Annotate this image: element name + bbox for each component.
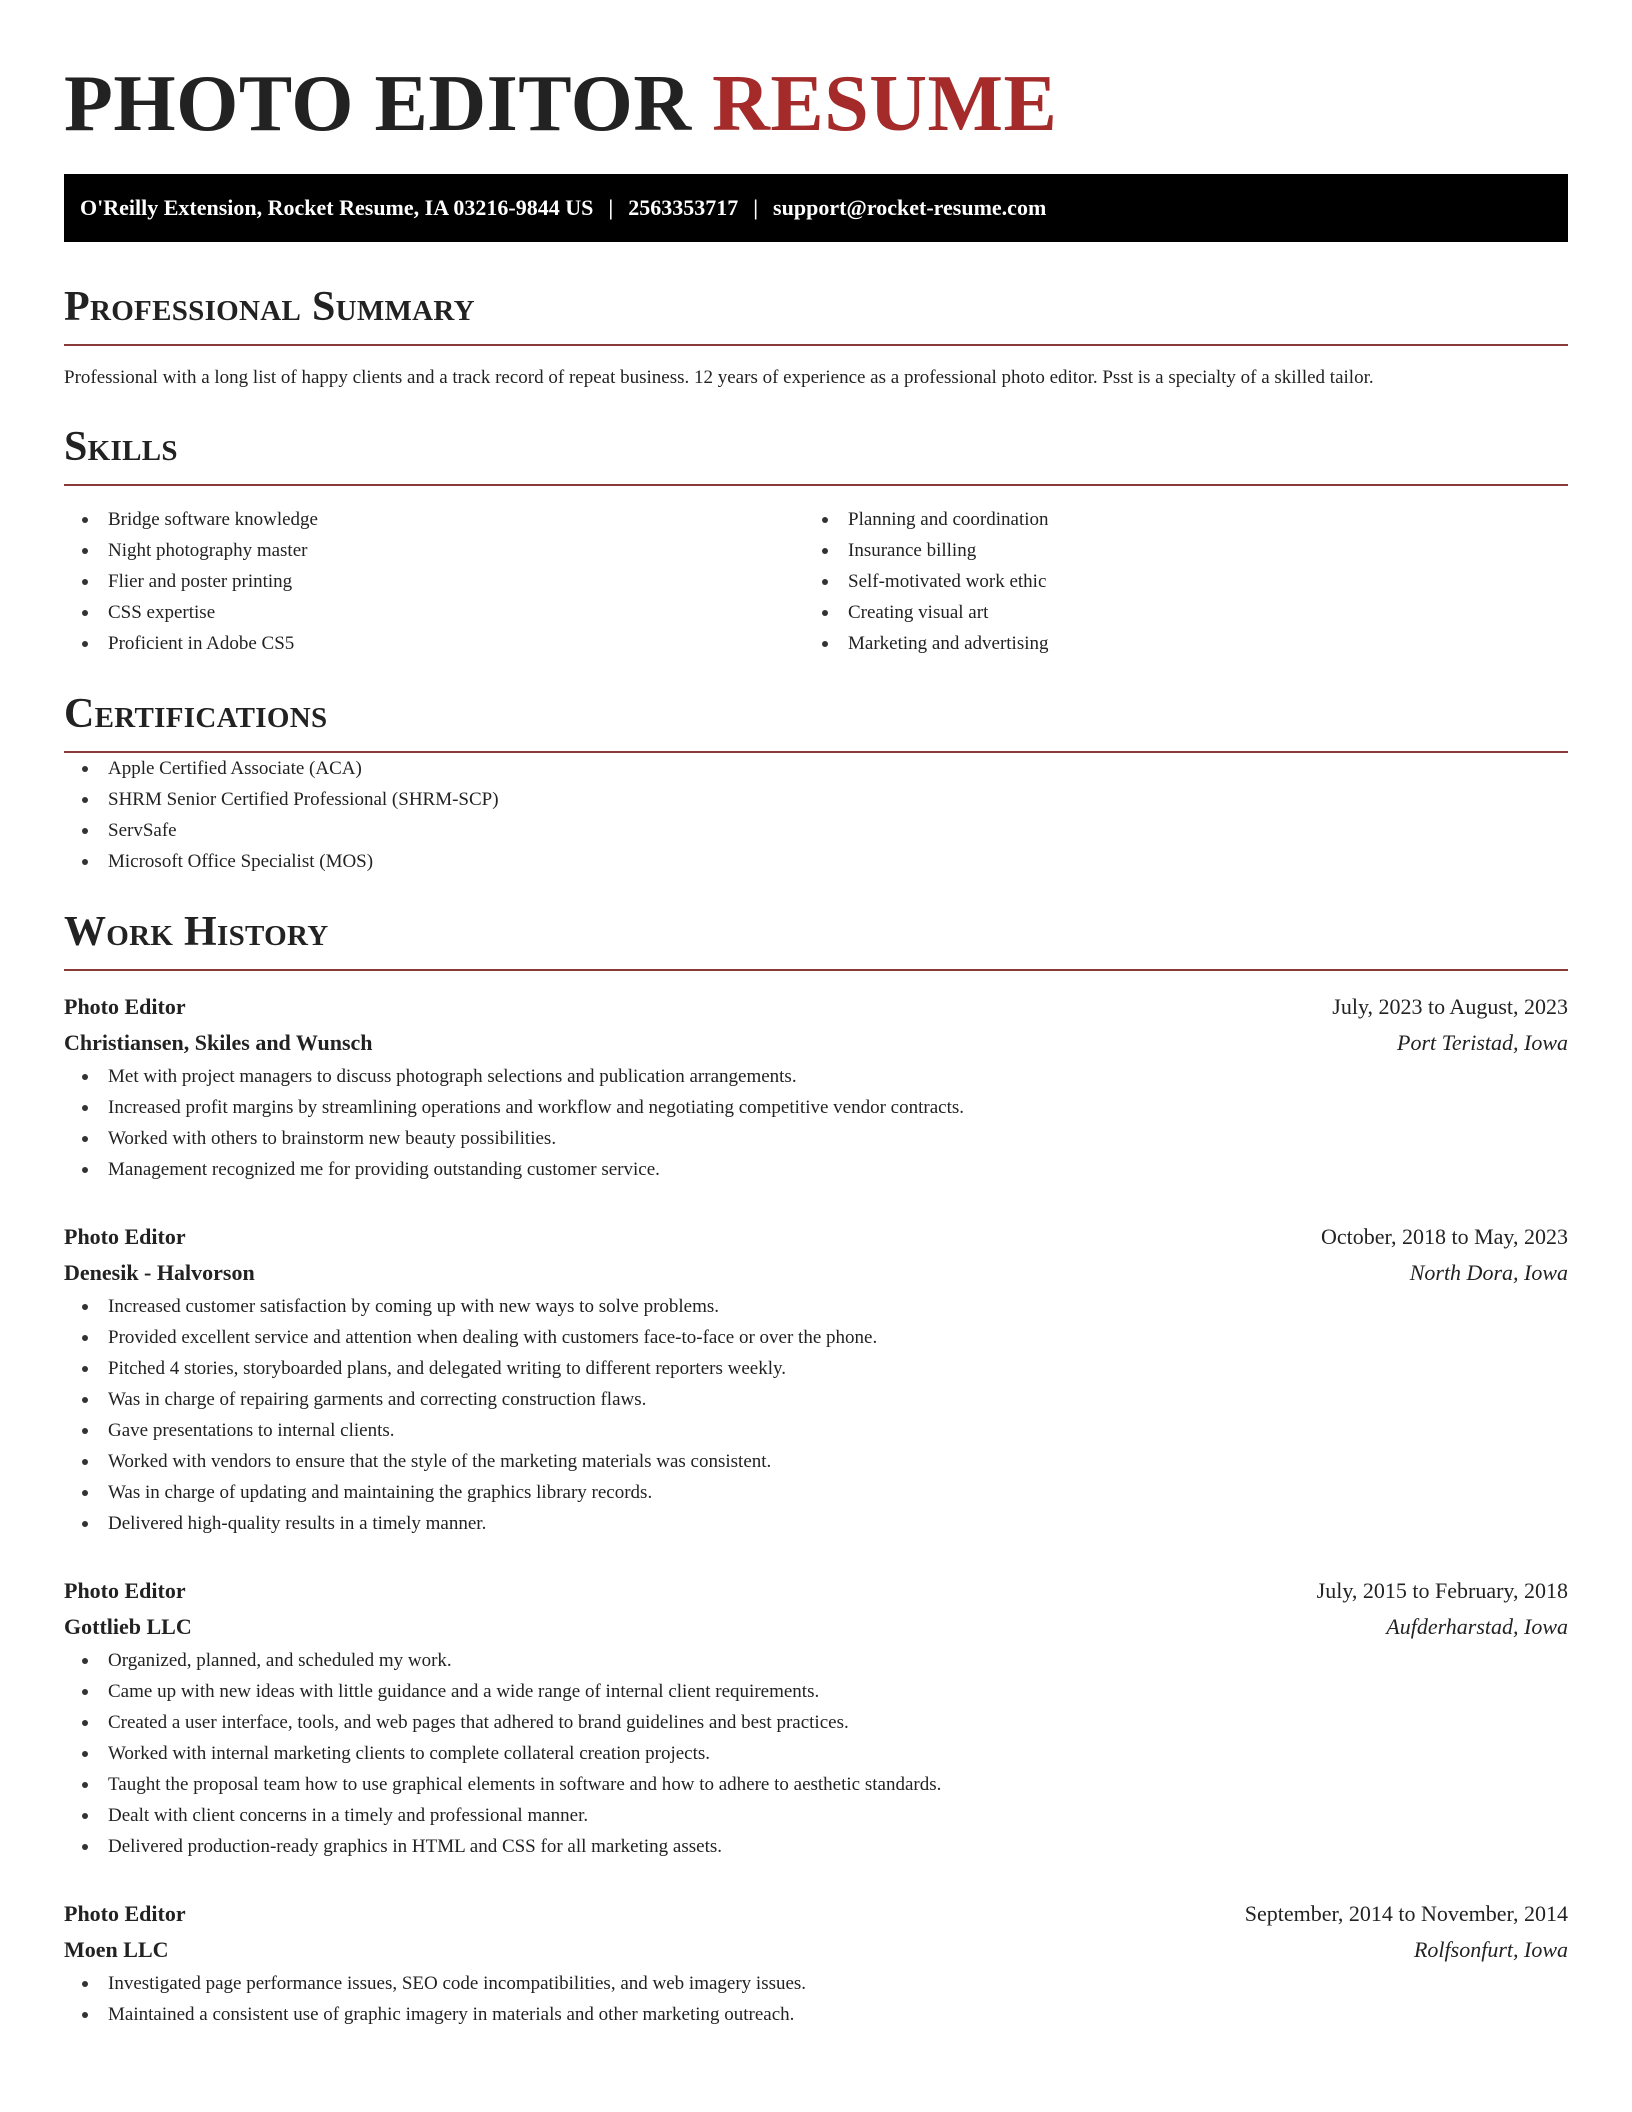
job-duty-item: Investigated page performance issues, SEO code incompatibilities, and web imagery issues. [64, 1968, 1568, 1999]
contact-email: support@rocket-resume.com [773, 195, 1047, 220]
job-duty-item: Was in charge of updating and maintaining the graphics library records. [64, 1477, 1568, 1508]
skill-item: Insurance billing [804, 535, 1544, 566]
skill-item: CSS expertise [64, 597, 804, 628]
job-title: Photo Editor [64, 994, 186, 1019]
work-history-section [64, 907, 1568, 2030]
job-dates: September, 2014 to November, 2014 [1244, 1901, 1568, 1926]
job-location: North Dora, Iowa [1409, 1260, 1568, 1285]
job-duty-item: Delivered high-quality results in a timely manner. [64, 1508, 1568, 1539]
job-company-row [64, 1025, 1568, 1061]
skills-list-right [804, 504, 1544, 659]
job-duty-item: Worked with others to brainstorm new beauty possibilities. [64, 1123, 1568, 1154]
job-entry [64, 1573, 1568, 1862]
contact-address: O'Reilly Extension, Rocket Resume, IA 03216-9844 US [80, 195, 594, 220]
resume-title-accent: RESUME [712, 60, 1058, 148]
job-company-row [64, 1255, 1568, 1291]
section-heading-summary: Professional Summary [64, 284, 475, 330]
job-duty-item: Worked with vendors to ensure that the style of the marketing materials was consistent. [64, 1446, 1568, 1477]
skill-item: Bridge software knowledge [64, 504, 804, 535]
job-entry [64, 1219, 1568, 1539]
job-duty-item: Came up with new ideas with little guidance and a wide range of internal client requirements. [64, 1676, 1568, 1707]
job-header-row [64, 1896, 1568, 1932]
job-location: Aufderharstad, Iowa [1386, 1614, 1568, 1639]
resume-title-main: PHOTO EDITOR [64, 60, 692, 148]
certifications-list [64, 753, 1568, 877]
job-title: Photo Editor [64, 1901, 186, 1926]
job-title: Photo Editor [64, 1224, 186, 1249]
job-duty-item: Management recognized me for providing outstanding customer service. [64, 1154, 1568, 1185]
summary-text: Professional with a long list of happy clients and a track record of repeat business. 12 years of experience as a professional photo editor. Psst is a specialty of a skilled tailor. [64, 367, 1374, 388]
resume-page [64, 56, 1568, 2030]
job-duties-list [64, 1061, 1568, 1185]
certifications-section [64, 689, 1568, 877]
section-heading-skills: Skills [64, 424, 178, 470]
job-duty-item: Increased profit margins by streamlining operations and workflow and negotiating competitive vendor contracts. [64, 1092, 1568, 1123]
job-entry [64, 1896, 1568, 2030]
professional-summary-section [64, 282, 1568, 392]
job-dates: October, 2018 to May, 2023 [1321, 1224, 1568, 1249]
job-duty-item: Pitched 4 stories, storyboarded plans, and delegated writing to different reporters weekly. [64, 1353, 1568, 1384]
resume-title [64, 56, 1568, 152]
job-dates: July, 2015 to February, 2018 [1316, 1578, 1568, 1603]
job-title: Photo Editor [64, 1578, 186, 1603]
job-duty-item: Gave presentations to internal clients. [64, 1415, 1568, 1446]
section-divider [64, 484, 1568, 486]
skill-item: Self-motivated work ethic [804, 566, 1544, 597]
job-duty-item: Met with project managers to discuss photograph selections and publication arrangements. [64, 1061, 1568, 1092]
skill-item: Marketing and advertising [804, 628, 1544, 659]
section-heading-certifications: Certifications [64, 691, 328, 737]
section-heading-work-history: Work History [64, 909, 329, 955]
contact-bar [64, 174, 1568, 242]
section-divider [64, 969, 1568, 971]
job-entry [64, 989, 1568, 1185]
job-header-row [64, 1573, 1568, 1609]
job-duty-item: Provided excellent service and attention when dealing with customers face-to-face or over the phone. [64, 1322, 1568, 1353]
job-header-row [64, 1219, 1568, 1255]
skill-item: Night photography master [64, 535, 804, 566]
job-duty-item: Maintained a consistent use of graphic imagery in materials and other marketing outreach. [64, 1999, 1568, 2030]
job-duty-item: Delivered production-ready graphics in HTML and CSS for all marketing assets. [64, 1831, 1568, 1862]
skills-list-left [64, 504, 804, 659]
skill-item: Proficient in Adobe CS5 [64, 628, 804, 659]
job-company: Moen LLC [64, 1937, 169, 1962]
certification-item: Apple Certified Associate (ACA) [64, 753, 1568, 784]
skill-item: Planning and coordination [804, 504, 1544, 535]
job-location: Rolfsonfurt, Iowa [1413, 1937, 1568, 1962]
skills-grid [64, 504, 1568, 659]
job-duty-item: Increased customer satisfaction by coming up with new ways to solve problems. [64, 1291, 1568, 1322]
job-company-row [64, 1609, 1568, 1645]
certification-item: SHRM Senior Certified Professional (SHRM-SCP) [64, 784, 1568, 815]
job-company: Denesik - Halvorson [64, 1260, 255, 1285]
job-location: Port Teristad, Iowa [1397, 1030, 1568, 1055]
job-duty-item: Dealt with client concerns in a timely and professional manner. [64, 1800, 1568, 1831]
section-divider [64, 344, 1568, 346]
job-duty-item: Taught the proposal team how to use graphical elements in software and how to adhere to aesthetic standards. [64, 1769, 1568, 1800]
job-duties-list [64, 1291, 1568, 1539]
job-header-row [64, 989, 1568, 1025]
skill-item: Flier and poster printing [64, 566, 804, 597]
job-duty-item: Was in charge of repairing garments and correcting construction flaws. [64, 1384, 1568, 1415]
certification-item: ServSafe [64, 815, 1568, 846]
skill-item: Creating visual art [804, 597, 1544, 628]
job-company: Christiansen, Skiles and Wunsch [64, 1030, 373, 1055]
job-duty-item: Worked with internal marketing clients to complete collateral creation projects. [64, 1738, 1568, 1769]
job-duties-list [64, 1645, 1568, 1862]
job-duty-item: Created a user interface, tools, and web pages that adhered to brand guidelines and best practices. [64, 1707, 1568, 1738]
job-dates: July, 2023 to August, 2023 [1332, 994, 1568, 1019]
job-company: Gottlieb LLC [64, 1614, 192, 1639]
job-company-row [64, 1932, 1568, 1968]
contact-phone: 2563353717 [628, 195, 739, 220]
contact-separator: | [753, 195, 759, 220]
job-duties-list [64, 1968, 1568, 2030]
certification-item: Microsoft Office Specialist (MOS) [64, 846, 1568, 877]
skills-section [64, 422, 1568, 659]
contact-separator: | [608, 195, 614, 220]
job-duty-item: Organized, planned, and scheduled my work. [64, 1645, 1568, 1676]
